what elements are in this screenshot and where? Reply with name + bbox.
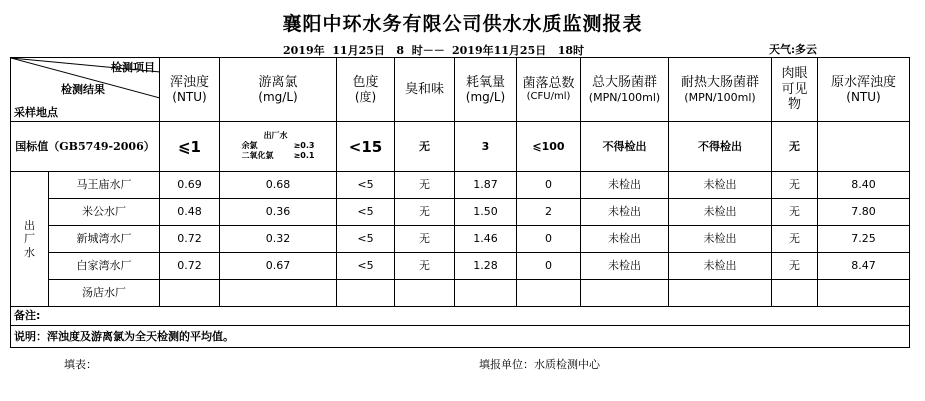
cell-visible: 无 — [772, 253, 818, 280]
plant-name: 白家湾水厂 — [49, 253, 160, 280]
report-table — [10, 57, 910, 348]
cell-raw-turbidity: 8.47 — [818, 253, 910, 280]
cell-coliform: 未检出 — [581, 199, 669, 226]
standard-row — [11, 122, 910, 172]
cell-chlorine: 0.68 — [220, 172, 337, 199]
cell-coliform — [581, 280, 669, 307]
cell-color: <5 — [337, 226, 395, 253]
cell-raw-turbidity — [818, 280, 910, 307]
standard-raw-turbidity — [818, 122, 910, 172]
cell-color: <5 — [337, 172, 395, 199]
cell-turbidity: 0.72 — [160, 253, 220, 280]
note-row — [11, 326, 910, 348]
cell-oxygen: 1.46 — [455, 226, 517, 253]
filler-label: 填表： — [64, 358, 97, 371]
standard-coliform: 不得检出 — [581, 122, 669, 172]
cell-coliform: 未检出 — [581, 226, 669, 253]
cell-colony: 0 — [517, 226, 581, 253]
standard-colony: ⩽100 — [517, 122, 581, 172]
cell-coliform: 未检出 — [581, 172, 669, 199]
plant-name: 汤店水厂 — [49, 280, 160, 307]
report-sheet — [10, 57, 909, 347]
standard-chlorine: 出厂水 余氯 ≥0.3 二氧化氯 ≥0.1 — [220, 122, 337, 172]
plant-name: 米公水厂 — [49, 199, 160, 226]
header-row — [11, 58, 910, 122]
col-header-oxygen: 耗氧量 (mg/L) — [455, 58, 517, 122]
cell-oxygen: 1.28 — [455, 253, 517, 280]
note-text: 说明：浑浊度及游离氯为全天检测的平均值。 — [11, 326, 910, 348]
table-row — [11, 280, 910, 307]
cell-turbidity — [160, 280, 220, 307]
report-title: 襄阳中环水务有限公司供水水质监测报表 — [282, 13, 643, 35]
cell-thermo-coliform: 未检出 — [669, 226, 772, 253]
cell-chlorine: 0.32 — [220, 226, 337, 253]
cell-raw-turbidity: 8.40 — [818, 172, 910, 199]
cell-coliform: 未检出 — [581, 253, 669, 280]
cell-colony: 2 — [517, 199, 581, 226]
cell-visible: 无 — [772, 199, 818, 226]
standard-oxygen: 3 — [455, 122, 517, 172]
cell-oxygen: 1.87 — [455, 172, 517, 199]
col-header-turbidity: 浑浊度 (NTU) — [160, 58, 220, 122]
standard-label: 国标值（GB5749-2006） — [11, 122, 160, 172]
col-header-colony: 菌落总数 (CFU/ml) — [517, 58, 581, 122]
date-start: 2019年 11月25日 8 时－－ — [283, 44, 445, 57]
reporting-unit: 填报单位：水质检测中心 — [479, 358, 600, 371]
cell-thermo-coliform: 未检出 — [669, 253, 772, 280]
standard-visible: 无 — [772, 122, 818, 172]
weather: 天气:多云 — [769, 43, 818, 56]
standard-odor: 无 — [395, 122, 455, 172]
cell-color — [337, 280, 395, 307]
cell-raw-turbidity: 7.80 — [818, 199, 910, 226]
remarks-row — [11, 307, 910, 326]
corner-result-label: 检测结果 — [61, 83, 105, 96]
col-header-coliform: 总大肠菌群 (MPN/100ml) — [581, 58, 669, 122]
col-header-visible: 肉眼可见物 — [772, 58, 818, 122]
date-end: 2019年11月25日 18时 — [452, 44, 585, 57]
plant-name: 新城湾水厂 — [49, 226, 160, 253]
table-row — [11, 199, 910, 226]
cell-odor: 无 — [395, 199, 455, 226]
cell-raw-turbidity: 7.25 — [818, 226, 910, 253]
corner-site-label: 采样地点 — [14, 106, 58, 119]
col-header-color: 色度 (度) — [337, 58, 395, 122]
col-header-odor: 臭和味 — [395, 58, 455, 122]
cell-oxygen: 1.50 — [455, 199, 517, 226]
header-corner — [11, 58, 160, 122]
remarks-label: 备注: — [11, 307, 910, 326]
cell-color: <5 — [337, 253, 395, 280]
table-row — [11, 253, 910, 280]
col-header-chlorine: 游离氯 (mg/L) — [220, 58, 337, 122]
cell-odor: 无 — [395, 253, 455, 280]
cell-chlorine: 0.36 — [220, 199, 337, 226]
cell-thermo-coliform: 未检出 — [669, 172, 772, 199]
cell-thermo-coliform — [669, 280, 772, 307]
cell-turbidity: 0.48 — [160, 199, 220, 226]
cell-color: <5 — [337, 199, 395, 226]
cell-colony — [517, 280, 581, 307]
plant-name: 马王庙水厂 — [49, 172, 160, 199]
standard-color: <15 — [337, 122, 395, 172]
cell-chlorine — [220, 280, 337, 307]
corner-item-label: 检测项目 — [111, 61, 155, 74]
cell-odor — [395, 280, 455, 307]
cell-thermo-coliform: 未检出 — [669, 199, 772, 226]
cell-oxygen — [455, 280, 517, 307]
cell-odor: 无 — [395, 172, 455, 199]
standard-turbidity: ⩽1 — [160, 122, 220, 172]
cell-turbidity: 0.69 — [160, 172, 220, 199]
table-row — [11, 226, 910, 253]
group-label-outlet-water: 出厂水 — [11, 172, 49, 307]
standard-thermo-coliform: 不得检出 — [669, 122, 772, 172]
cell-chlorine: 0.67 — [220, 253, 337, 280]
cell-odor: 无 — [395, 226, 455, 253]
cell-turbidity: 0.72 — [160, 226, 220, 253]
cell-colony: 0 — [517, 172, 581, 199]
col-header-raw-turbidity: 原水浑浊度 (NTU) — [818, 58, 910, 122]
cell-visible: 无 — [772, 172, 818, 199]
cell-colony: 0 — [517, 253, 581, 280]
cell-visible — [772, 280, 818, 307]
cell-visible: 无 — [772, 226, 818, 253]
table-row — [11, 172, 910, 199]
col-header-thermo-coliform: 耐热大肠菌群 (MPN/100ml) — [669, 58, 772, 122]
